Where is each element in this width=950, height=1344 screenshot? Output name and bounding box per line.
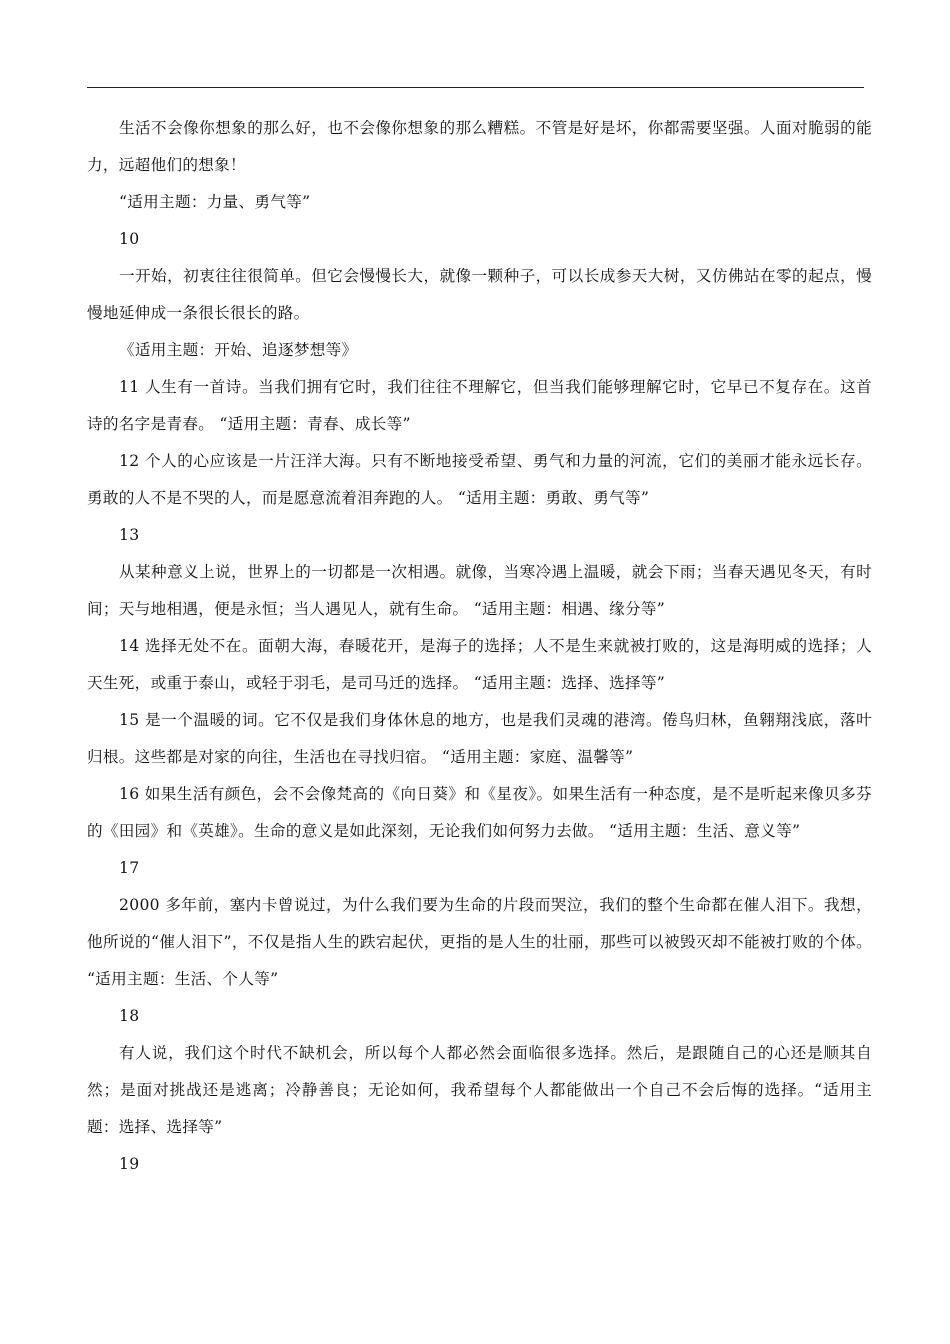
header-rule <box>87 87 864 88</box>
paragraph-14: 2000 多年前，塞内卡曾说过，为什么我们要为生命的片段而哭泣，我们的整个生命都在催人泪下。我想，他所说的“催人泪下”，不仅是指人生的跌宕起伏，更指的是人生的壮丽，那些可以被毁灭却不能被打败的个体。 “适用主题：生活、个人等” <box>87 896 872 988</box>
paragraph-8: 13 <box>119 526 140 544</box>
paragraph-13: 17 <box>119 859 140 877</box>
paragraph-9: 从某种意义上说，世界上的一切都是一次相遇。就像，当寒冷遇上温暖，就会下雨；当春天遇见冬天，有时间；天与地相遇，便是永恒；当人遇见人，就有生命。 “适用主题：相遇、缘分等” <box>87 563 872 618</box>
paragraph-4: 一开始，初衷往往很简单。但它会慢慢长大，就像一颗种子，可以长成参天大树，又仿佛站在零的起点，慢慢地延伸成一条很长很长的路。 <box>87 267 872 322</box>
paragraph-2: “适用主题：力量、勇气等” <box>119 193 311 211</box>
paragraph-10: 14 选择无处不在。面朝大海，春暖花开，是海子的选择；人不是生来就被打败的，这是海明威的选择；人天生死，或重于泰山，或轻于羽毛，是司马迁的选择。 “适用主题：选择、选择等” <box>87 637 872 692</box>
paragraph-17: 19 <box>119 1155 140 1173</box>
paragraph-3: 10 <box>119 230 140 248</box>
paragraph-16: 有人说，我们这个时代不缺机会，所以每个人都必然会面临很多选择。然后，是跟随自己的心还是顺其自然；是面对挑战还是逃离；冷静善良；无论如何，我希望每个人都能做出一个自己不会后悔的选择。“适用主题：选择、选择等” <box>87 1044 872 1136</box>
paragraph-1: 生活不会像你想象的那么好，也不会像你想象的那么糟糕。不管是好是坏，你都需要坚强。人面对脆弱的能力，远超他们的想象！ <box>87 119 872 174</box>
document-body <box>87 110 872 1183</box>
paragraph-12: 16 如果生活有颜色，会不会像梵高的《向日葵》和《星夜》。如果生活有一种态度，是不是听起来像贝多芬的《田园》和《英雄》。生命的意义是如此深刻，无论我们如何努力去做。 “适用主题：生活、意义等” <box>87 785 872 840</box>
paragraph-5: 《适用主题：开始、追逐梦想等》 <box>119 341 358 359</box>
paragraph-7: 12 个人的心应该是一片汪洋大海。只有不断地接受希望、勇气和力量的河流，它们的美丽才能永远长存。勇敢的人不是不哭的人，而是愿意流着泪奔跑的人。 “适用主题：勇敢、勇气等” <box>87 452 872 507</box>
paragraph-15: 18 <box>119 1007 140 1025</box>
paragraph-6: 11 人生有一首诗。当我们拥有它时，我们往往不理解它，但当我们能够理解它时，它早已不复存在。这首诗的名字是青春。 “适用主题：青春、成长等” <box>87 378 872 433</box>
paragraph-11: 15 是一个温暖的词。它不仅是我们身体休息的地方，也是我们灵魂的港湾。倦鸟归林，鱼翱翔浅底，落叶归根。这些都是对家的向往，生活也在寻找归宿。 “适用主题：家庭、温馨等” <box>87 711 872 766</box>
